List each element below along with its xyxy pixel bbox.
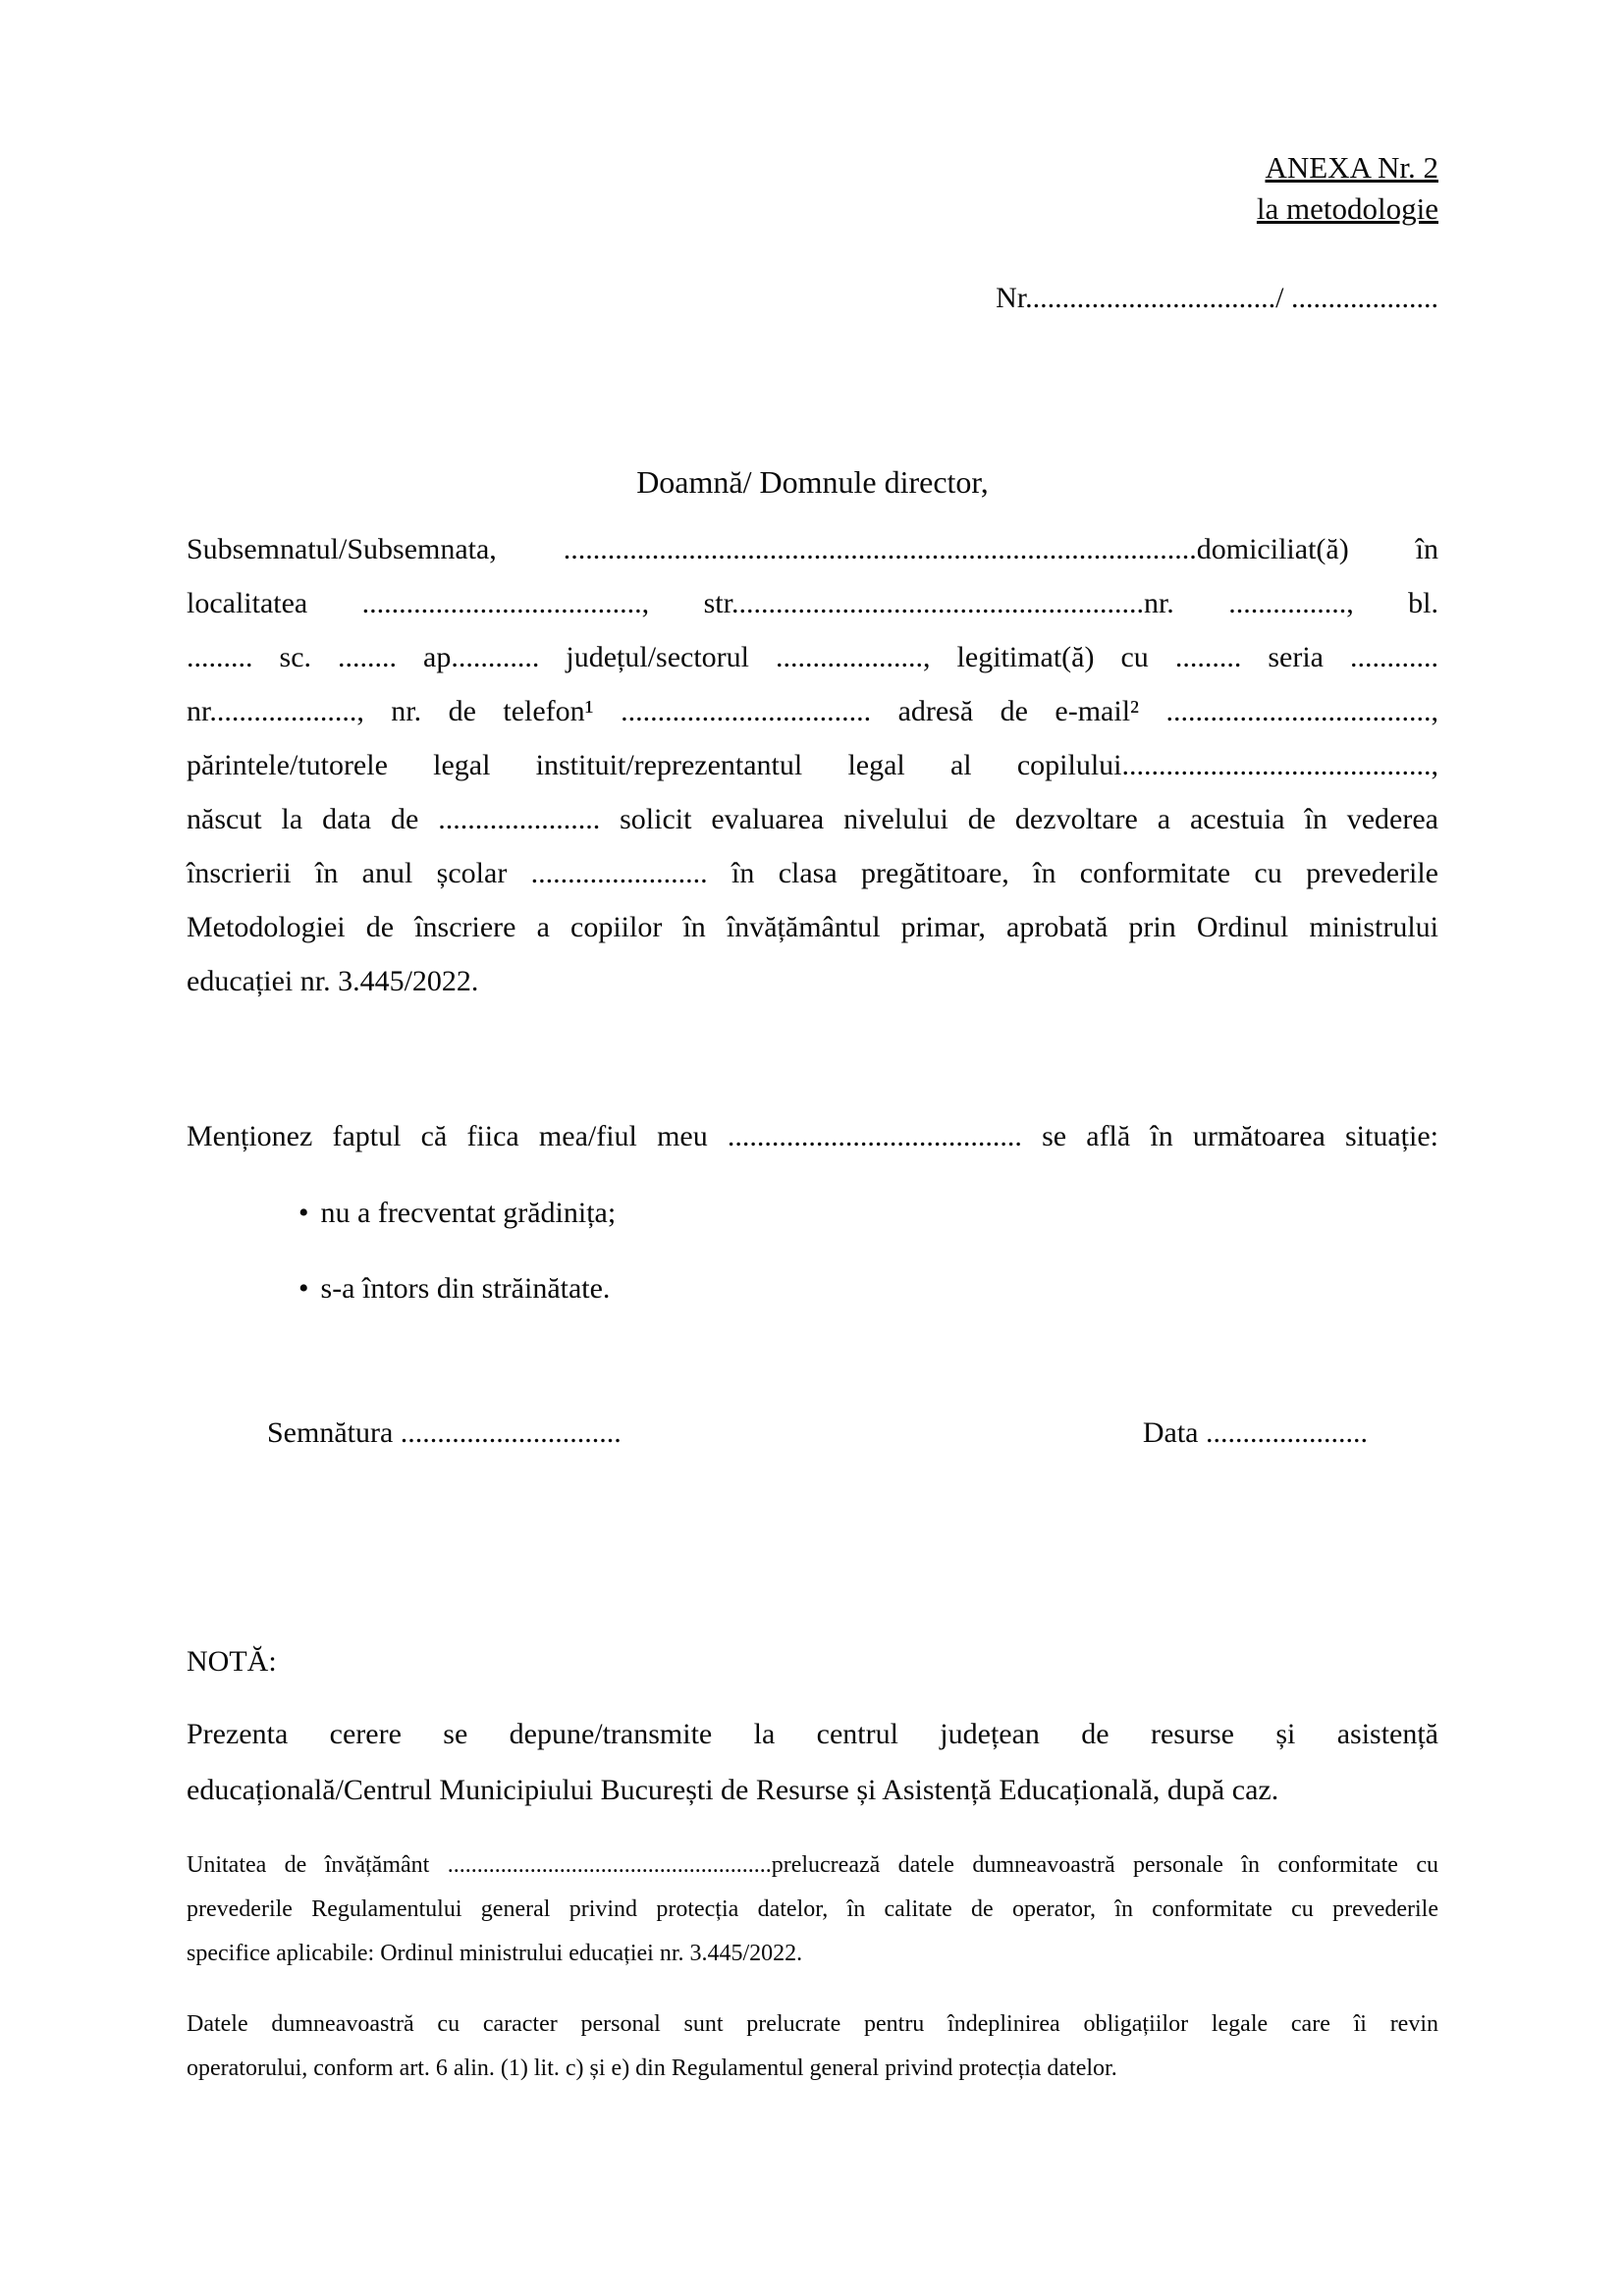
note-line: specifice aplicabile: Ordinul ministrului educației nr. 3.445/2022. [187,1941,803,1966]
note-line: Datele dumneavoastră cu caracter personal sunt prelucrate pentru îndeplinirea obligațiilor legale care îi revin [187,2011,1438,2037]
situation-text: nu a frecventat grădinița; [320,1197,617,1229]
note-line: prevederile Regulamentului general privind protecția datelor, în calitate de operator, în conformitate cu prevederile [187,1896,1438,1922]
request-line: părintele/tutorele legal instituit/reprezentantul legal al copilului.........................................., [187,749,1438,781]
mention-line: Menționez faptul că fiica mea/fiul meu ........................................ se află în următoarea situație: [187,1120,1438,1152]
situation-list [298,1186,1438,1315]
note-paragraph-3 [187,2002,1438,2091]
note-line: educațională/Centrul Municipiului București de Resurse și Asistență Educațională, după caz. [187,1774,1279,1806]
request-line: nr...................., nr. de telefon¹ .................................. adresă de e-mail² ...................................., [187,695,1438,727]
note-line: Unitatea de învățământ .......................................................prelucrează datele dumneavoastră personale în conformitate cu [187,1852,1438,1878]
note-paragraph-1 [187,1706,1438,1818]
request-line: ......... sc. ........ ap............ județul/sectorul ...................., legitimat(ă) cu ......... seria ............ [187,641,1438,673]
request-paragraph [187,522,1438,1008]
salutation: Doamnă/ Domnule director, [636,464,989,500]
request-line: educației nr. 3.445/2022. [187,965,479,997]
list-item [298,1261,1438,1315]
annex-subtitle: la metodologie [1256,191,1438,226]
request-line: născut la data de ...................... solicit evaluarea nivelului de dezvoltare a acestuia în vederea [187,803,1438,835]
signature-row [187,1406,1438,1460]
registration-number-line: Nr................................../ .................... [996,282,1438,314]
annex-title: ANEXA Nr. 2 [1265,150,1438,185]
date-label: Data ...................... [1142,1416,1368,1449]
request-line: Subsemnatul/Subsemnata, ......................................................................................domiciliat(ă) în [187,533,1438,565]
note-line: Prezenta cerere se depune/transmite la centrul județean de resurse și asistență [187,1718,1438,1750]
request-line: localitatea ......................................, str........................................................nr. ................, bl. [187,587,1438,619]
bullet-icon: • [298,1197,309,1229]
annex-header [187,147,1438,230]
note-paragraph-2 [187,1843,1438,1976]
request-line: înscrierii în anul școlar ........................ în clasa pregătitoare, în conformitate cu prevederile [187,857,1438,889]
note-line: operatorului, conform art. 6 alin. (1) lit. c) și e) din Regulamentul general privind protecția datelor. [187,2056,1117,2081]
situation-text: s-a întors din străinătate. [320,1272,611,1305]
request-line: Metodologiei de înscriere a copiilor în învățământul primar, aprobată prin Ordinul ministrului [187,911,1438,943]
list-item [298,1186,1438,1240]
note-title: NOTĂ: [187,1645,277,1678]
bullet-icon: • [298,1272,309,1305]
signature-label: Semnătura .............................. [267,1416,622,1449]
